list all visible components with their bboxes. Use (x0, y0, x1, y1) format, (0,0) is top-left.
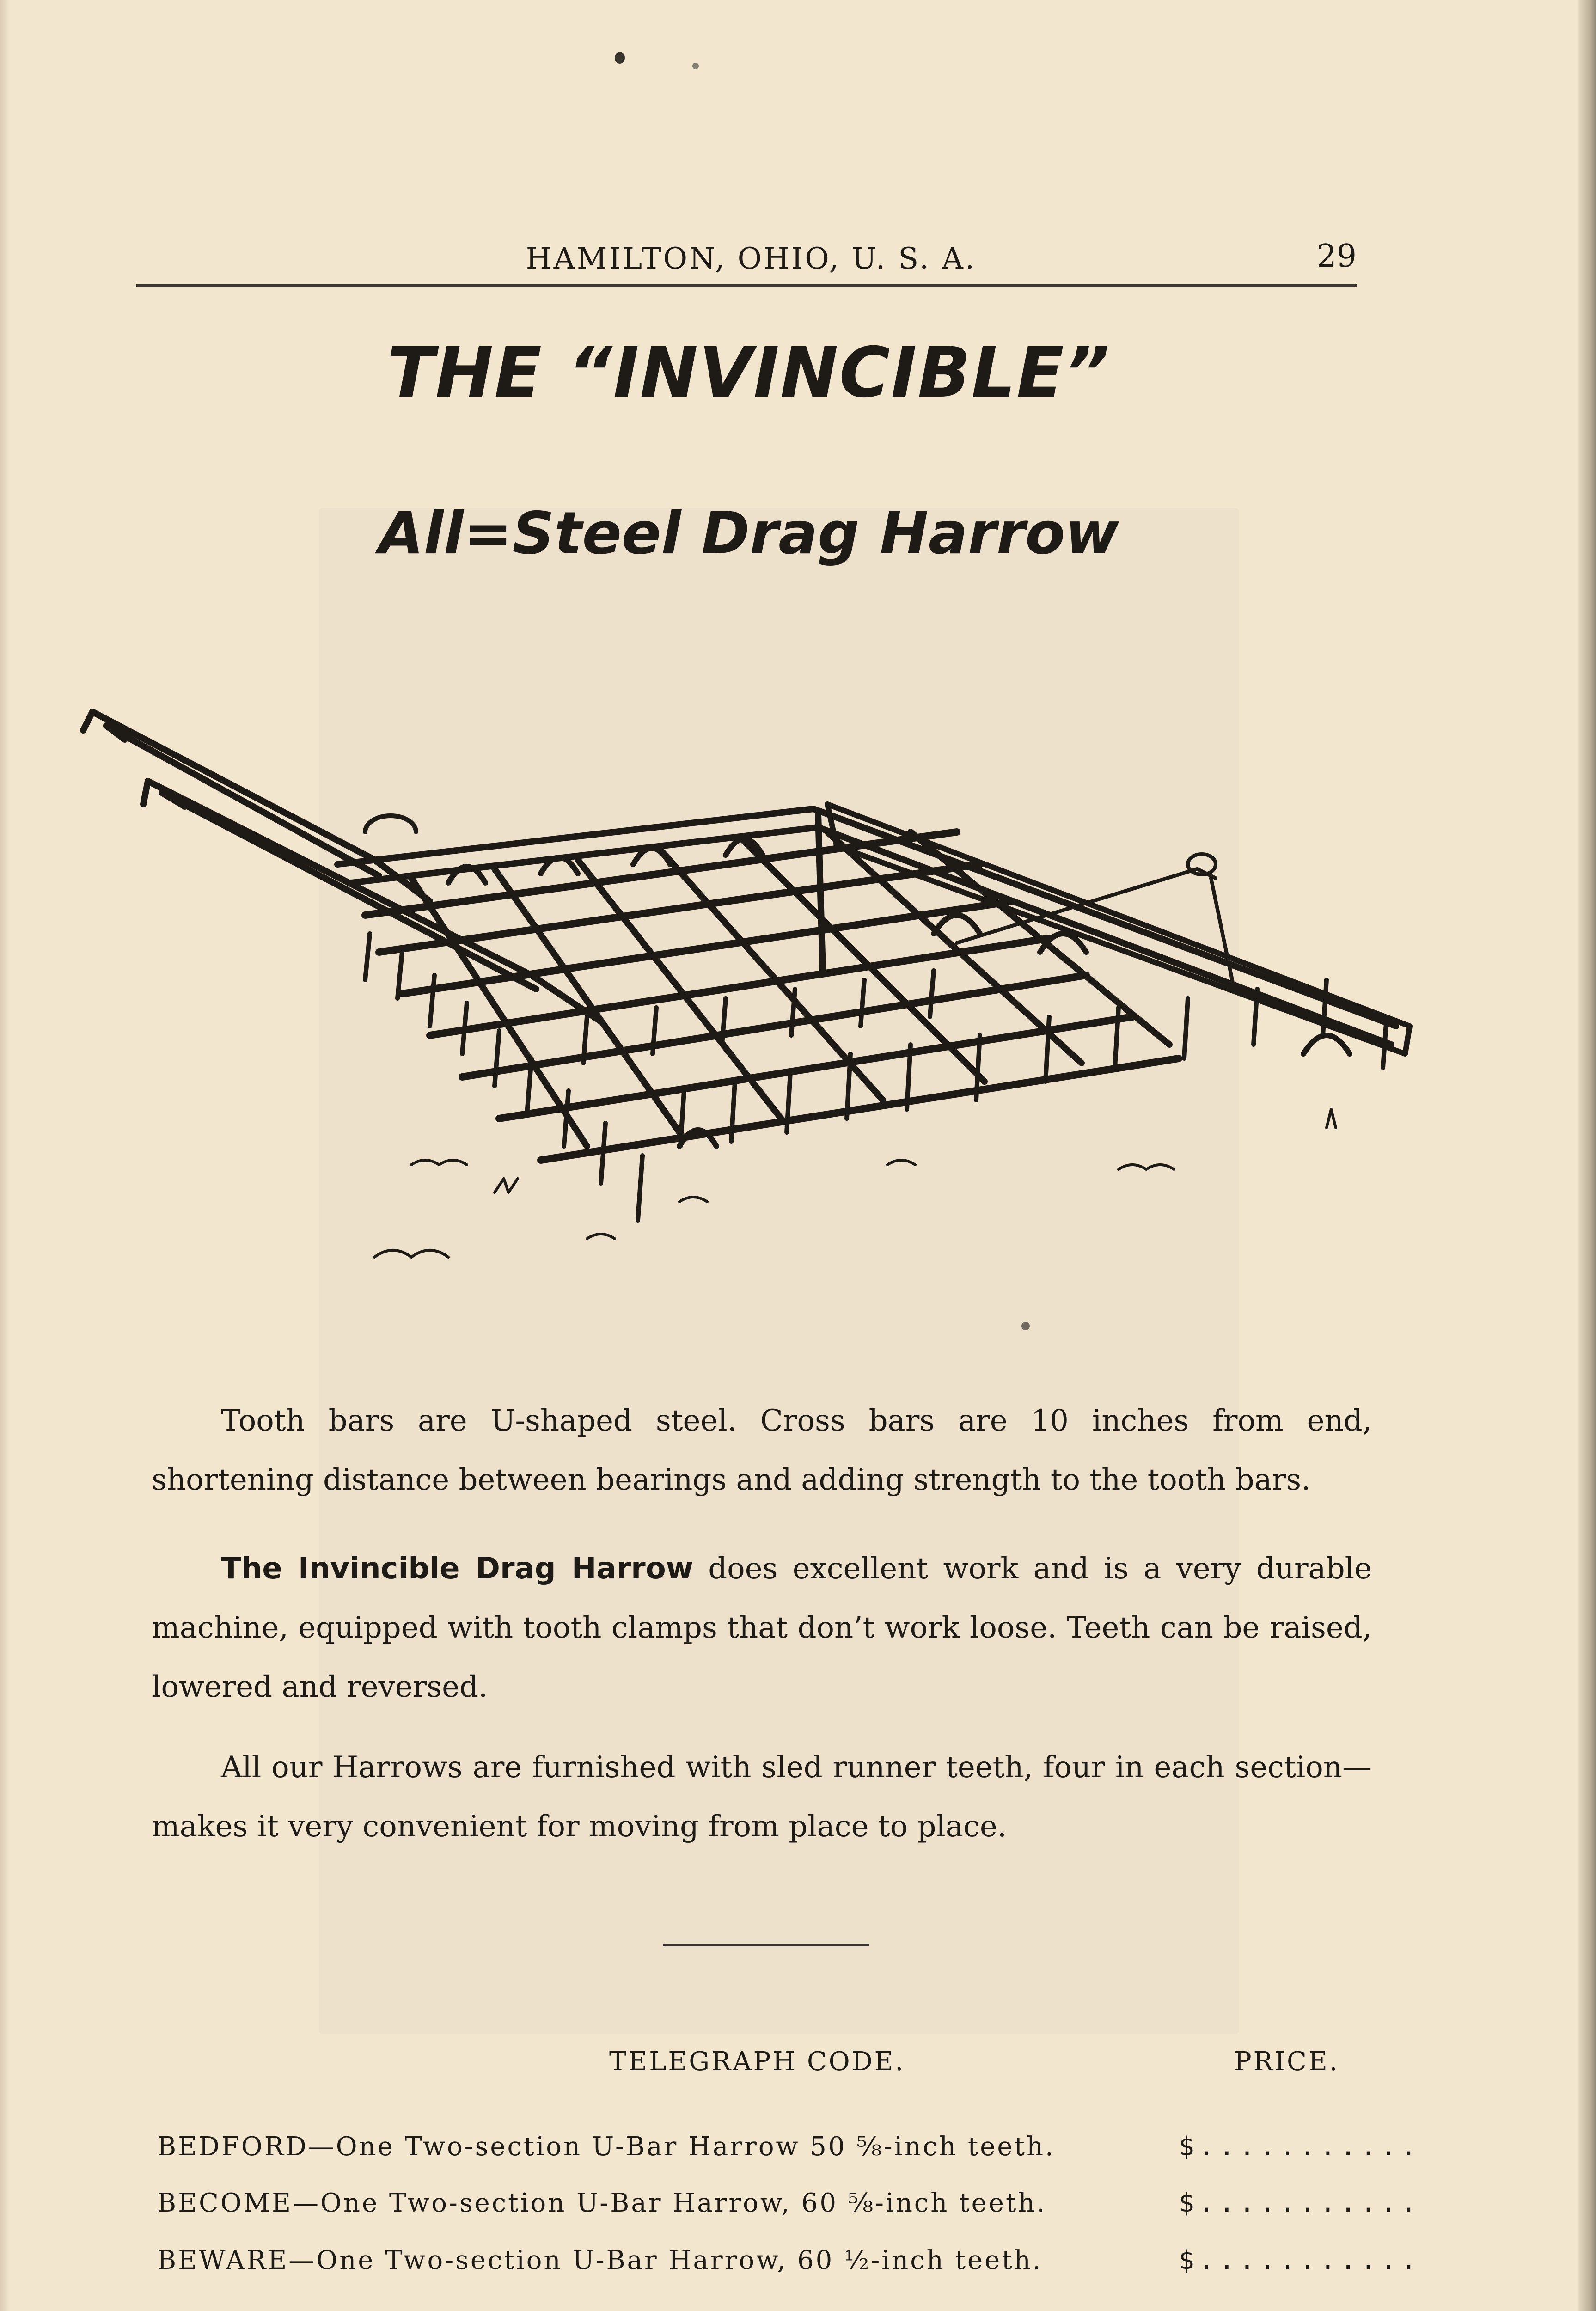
price-row (157, 2188, 1421, 2225)
price-row-price: $........... (1179, 2245, 1421, 2275)
page-right-edge (1578, 0, 1596, 2311)
product-name-bold: The Invincible Drag Harrow (221, 1552, 693, 1586)
paragraph-invincible-text: does excellent work and is a very durable machine, equipped with tooth clamps that don’t work loose. Teeth can be raised, lowered and reversed. (152, 1552, 1372, 1704)
paper-speck (1021, 1322, 1030, 1330)
price-row (157, 2245, 1421, 2282)
paper-speck (692, 63, 699, 69)
gear-wheel (365, 816, 416, 832)
harrow-illustration (79, 693, 1419, 1294)
price-row (157, 2132, 1421, 2169)
ground-grass (374, 1109, 1336, 1257)
paper-speck (615, 52, 625, 64)
section-divider (663, 1944, 869, 1946)
price-row-description: BEDFORD—One Two-section U-Bar Harrow 50 ⅝-inch teeth. (157, 2132, 1055, 2162)
price-row-price: $........... (1179, 2188, 1421, 2218)
page-subtitle: All=Steel Drag Harrow (379, 499, 1119, 567)
page-number: 29 (1316, 238, 1357, 275)
telegraph-code-header: TELEGRAPH CODE. (609, 2047, 905, 2077)
paragraph-invincible (152, 1539, 1372, 1717)
price-header: PRICE. (1234, 2047, 1339, 2077)
price-row-description: BEWARE—One Two-section U-Bar Harrow, 60 ½-inch teeth. (157, 2245, 1043, 2275)
price-row-description: BECOME—One Two-section U-Bar Harrow, 60 ⅝-inch teeth. (157, 2188, 1047, 2218)
price-row-price: $........... (1179, 2132, 1421, 2162)
paragraph-sled-runner: All our Harrows are furnished with sled runner teeth, four in each section—makes it very convenient for moving from place to place. (152, 1750, 1372, 1844)
paragraph-tooth-bars: Tooth bars are U-shaped steel. Cross bars are 10 inches from end, shortening distance between bearings and adding strength to the tooth bars. (152, 1404, 1372, 1497)
running-header (136, 233, 1357, 287)
page-title: THE “INVINCIBLE” (387, 333, 1111, 413)
header-place: HAMILTON, OHIO, U. S. A. (526, 242, 977, 276)
